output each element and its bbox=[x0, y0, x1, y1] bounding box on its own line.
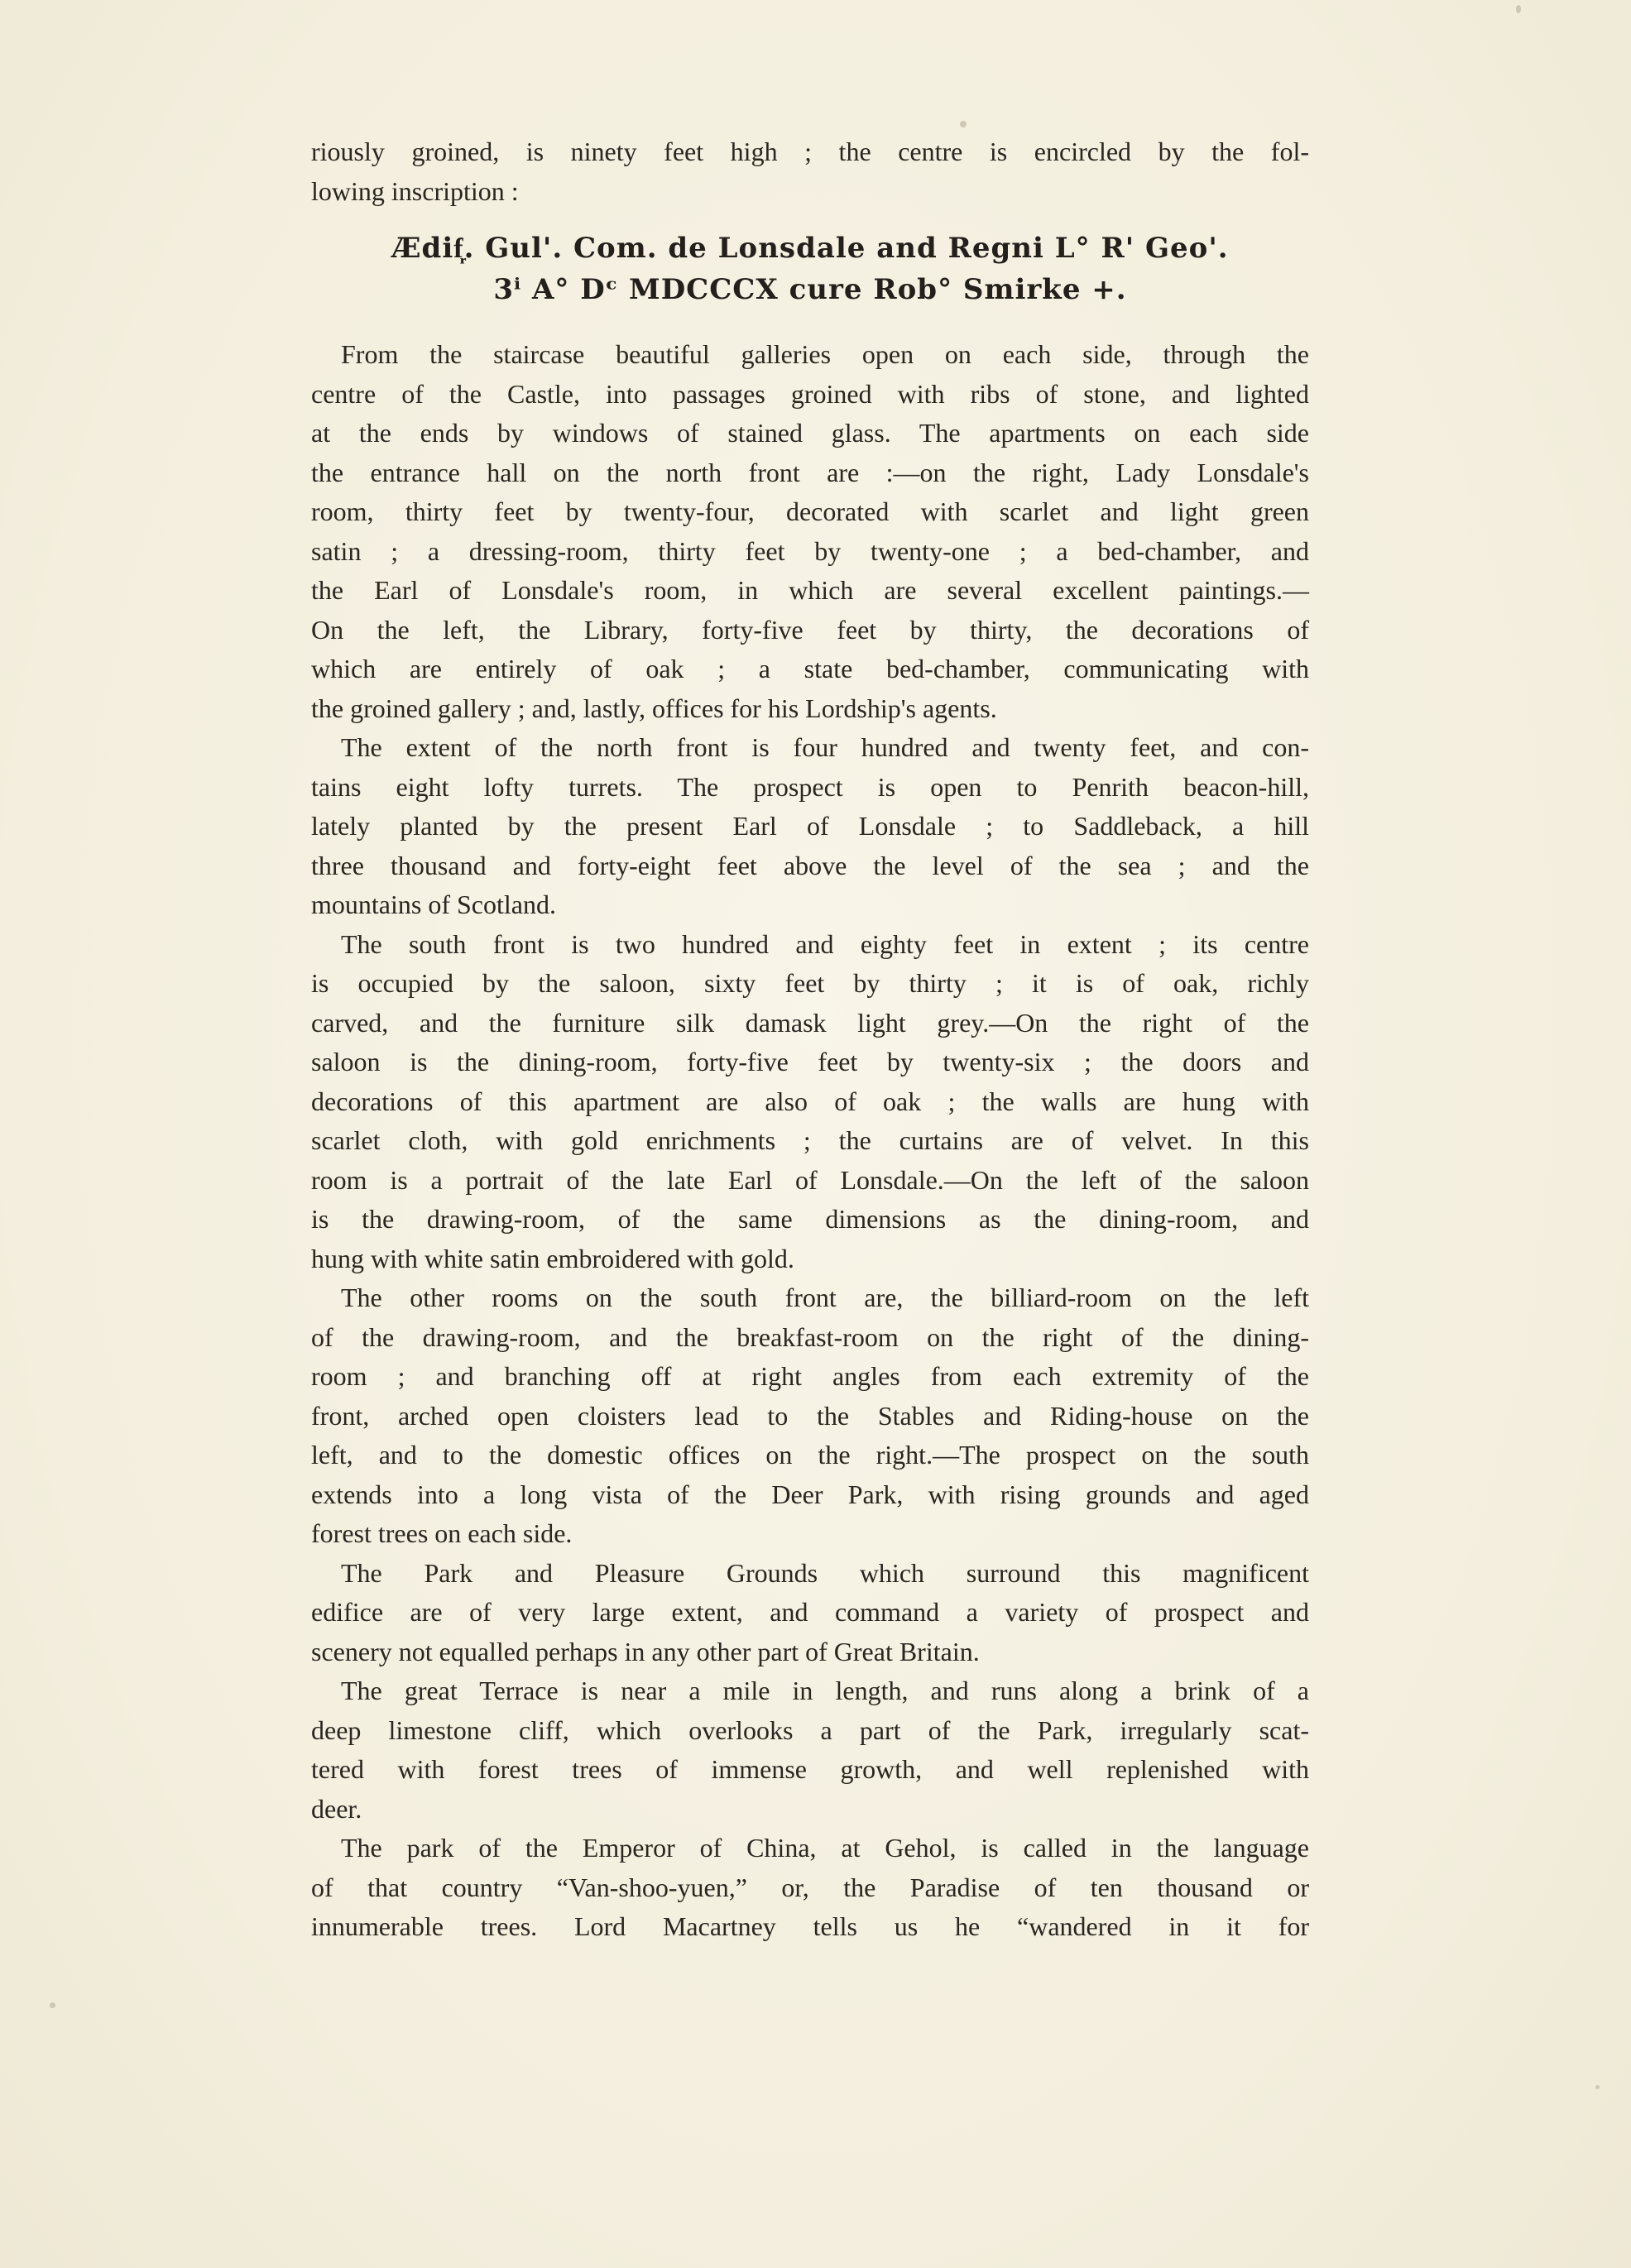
text-line: the Earl of Lonsdale's room, in which are several excellent paintings.— bbox=[311, 575, 1309, 605]
body-text bbox=[311, 335, 1309, 1947]
text-line: innumerable trees. Lord Macartney tells us he “wandered in it for bbox=[311, 1911, 1309, 1941]
text-line: scenery not equalled perhaps in any other part of Great Britain. bbox=[311, 1636, 980, 1666]
paper-speck bbox=[1595, 2085, 1600, 2089]
text-line: deep limestone cliff, which overlooks a part of the Park, irregularly scat- bbox=[311, 1714, 1309, 1745]
paper-speck bbox=[960, 121, 967, 127]
text-line: of that country “Van-shoo-yuen,” or, the Paradise of ten thousand or bbox=[311, 1872, 1309, 1902]
text-line: room ; and branching off at right angles from each extremity of the bbox=[311, 1361, 1309, 1391]
text-line: room is a portrait of the late Earl of Lonsdale.—On the left of the saloon bbox=[311, 1164, 1309, 1195]
text-line: hung with white satin embroidered with gold. bbox=[311, 1243, 794, 1273]
text-line: The south front is two hundred and eighty feet in extent ; its centre bbox=[341, 928, 1309, 959]
text-line: On the left, the Library, forty-five feet by thirty, the decorations of bbox=[311, 614, 1309, 645]
paper-speck bbox=[50, 2002, 55, 2008]
text-line: The great Terrace is near a mile in length, and runs along a brink of a bbox=[341, 1676, 1309, 1705]
paper-speck bbox=[1516, 5, 1521, 13]
text-line: extends into a long vista of the Deer Park, with rising grounds and aged bbox=[311, 1479, 1309, 1509]
text-line: lately planted by the present Earl of Lonsdale ; to Saddleback, a hill bbox=[311, 811, 1309, 841]
text-line: at the ends by windows of stained glass. The apartments on each side bbox=[311, 418, 1309, 448]
text-line: The other rooms on the south front are, the billiard-room on the left bbox=[341, 1283, 1309, 1312]
text-line: tains eight lofty turrets. The prospect is open to Penrith beacon-hill, bbox=[311, 771, 1309, 802]
paragraph bbox=[311, 1671, 1309, 1829]
inscription-line: Ædif᷊. Gul'. Com. de Lonsdale and Regni L° R' Geo'. bbox=[391, 232, 1229, 265]
text-line: carved, and the furniture silk damask light grey.—On the right of the bbox=[311, 1007, 1309, 1038]
text-line: The extent of the north front is four hundred and twenty feet, and con- bbox=[341, 732, 1309, 762]
text-line: is the drawing-room, of the same dimensions as the dining-room, and bbox=[311, 1204, 1309, 1234]
text-line: edifice are of very large extent, and command a variety of prospect and bbox=[311, 1597, 1309, 1627]
opening-text bbox=[311, 132, 1309, 211]
text-line: three thousand and forty-eight feet above the level of the sea ; and the bbox=[311, 850, 1309, 880]
text-line: centre of the Castle, into passages groined with ribs of stone, and lighted bbox=[311, 378, 1309, 409]
text-line: deer. bbox=[311, 1793, 362, 1824]
text-line: tered with forest trees of immense growth, and well replenished with bbox=[311, 1754, 1309, 1784]
text-line: saloon is the dining-room, forty-five feet by twenty-six ; the doors and bbox=[311, 1047, 1309, 1076]
text-line: The Park and Pleasure Grounds which surround this magnificent bbox=[341, 1557, 1309, 1588]
paragraph bbox=[311, 728, 1309, 925]
text-line: satin ; a dressing-room, thirty feet by twenty-one ; a bed-chamber, and bbox=[311, 535, 1309, 566]
text-line: which are entirely of oak ; a state bed-chamber, communicating with bbox=[311, 654, 1309, 683]
text-line: left, and to the domestic offices on the right.—The prospect on the south bbox=[311, 1440, 1309, 1470]
text-line: forest trees on each side. bbox=[311, 1518, 573, 1548]
text-line: From the staircase beautiful galleries open on each side, through the bbox=[341, 339, 1309, 369]
paragraph bbox=[311, 1554, 1309, 1672]
text-line: front, arched open cloisters lead to the Stables and Riding-house on the bbox=[311, 1400, 1309, 1431]
inscription-line: 3ⁱ A° Dᶜ MDCCCX cure Rob° Smirke +. bbox=[493, 273, 1127, 306]
text-line: mountains of Scotland. bbox=[311, 889, 556, 919]
paragraph bbox=[311, 1278, 1309, 1554]
text-line: scarlet cloth, with gold enrichments ; the curtains are of velvet. In this bbox=[311, 1125, 1309, 1155]
text-line: riously groined, is ninety feet high ; the centre is encircled by the fol- bbox=[311, 137, 1309, 166]
text-line: The park of the Emperor of China, at Gehol, is called in the language bbox=[341, 1833, 1309, 1863]
paragraph bbox=[311, 1829, 1309, 1947]
text-line: room, thirty feet by twenty-four, decorated with scarlet and light green bbox=[311, 496, 1309, 526]
gothic-inscription bbox=[311, 228, 1309, 310]
paragraph bbox=[311, 335, 1309, 728]
text-line: the entrance hall on the north front are :—on the right, Lady Lonsdale's bbox=[311, 457, 1309, 487]
text-line: lowing inscription : bbox=[311, 175, 519, 206]
text-line: the groined gallery ; and, lastly, offices for his Lordship's agents. bbox=[311, 693, 997, 723]
text-line: is occupied by the saloon, sixty feet by thirty ; it is of oak, richly bbox=[311, 968, 1309, 998]
paragraph bbox=[311, 925, 1309, 1279]
text-line: of the drawing-room, and the breakfast-room on the right of the dining- bbox=[311, 1321, 1309, 1352]
text-line: decorations of this apartment are also of oak ; the walls are hung with bbox=[311, 1086, 1309, 1116]
